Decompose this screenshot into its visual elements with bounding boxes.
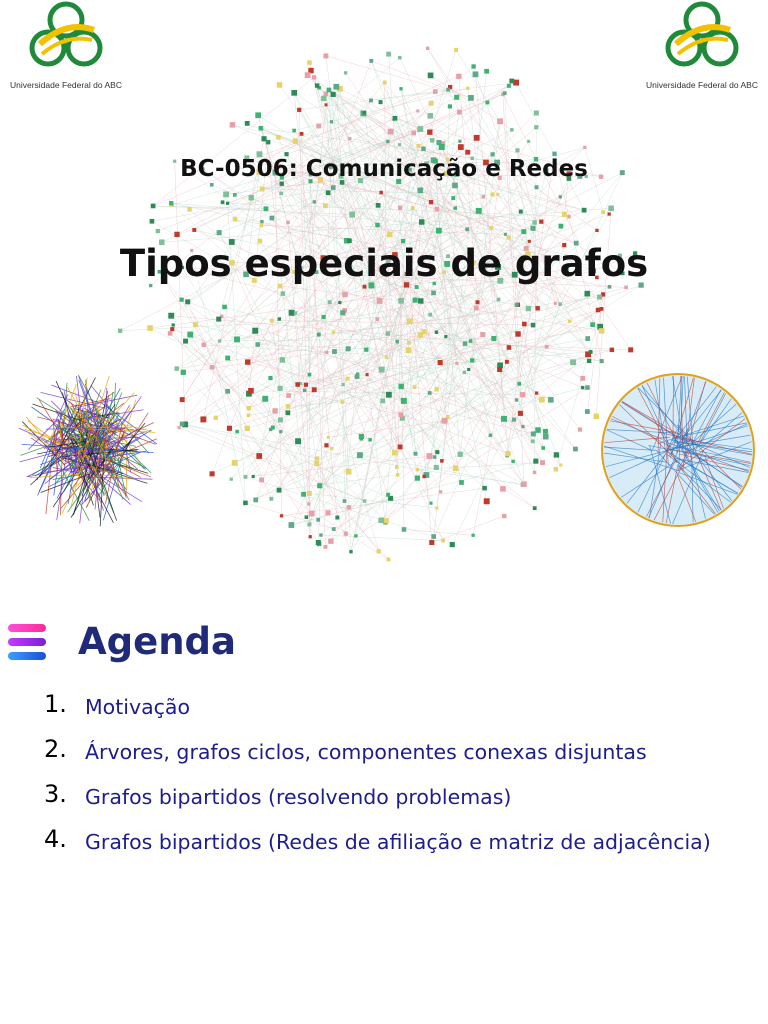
item-number: 3. (44, 780, 67, 808)
item-number: 2. (44, 735, 67, 763)
list-item (40, 737, 740, 768)
item-number: 4. (44, 825, 67, 853)
list-item (40, 782, 740, 813)
item-text: Motivação (85, 695, 191, 719)
ufabc-emblem-icon (0, 0, 132, 80)
item-text: Grafos bipartidos (resolvendo problemas) (85, 785, 512, 809)
list-item (40, 827, 740, 858)
agenda-heading: Agenda (78, 620, 237, 663)
agenda-list (40, 692, 740, 872)
item-number: 1. (44, 690, 67, 718)
logo-caption: Universidade Federal do ABC (10, 80, 122, 90)
logo-caption: Universidade Federal do ABC (646, 80, 758, 90)
list-item (40, 692, 740, 723)
slide-title: Tipos especiais de grafos (119, 242, 649, 285)
ufabc-logo-left (0, 0, 132, 95)
gradient-stripes-icon (6, 622, 52, 668)
agenda-slide (0, 580, 768, 1024)
ufabc-emblem-icon (636, 0, 768, 80)
item-text: Grafos bipartidos (Redes de afiliação e matriz de adjacência) (85, 830, 711, 854)
ufabc-logo-right (636, 0, 768, 95)
course-title: BC-0506: Comunicação e Redes (180, 156, 588, 182)
item-text: Árvores, grafos ciclos, componentes conexas disjuntas (85, 740, 647, 764)
